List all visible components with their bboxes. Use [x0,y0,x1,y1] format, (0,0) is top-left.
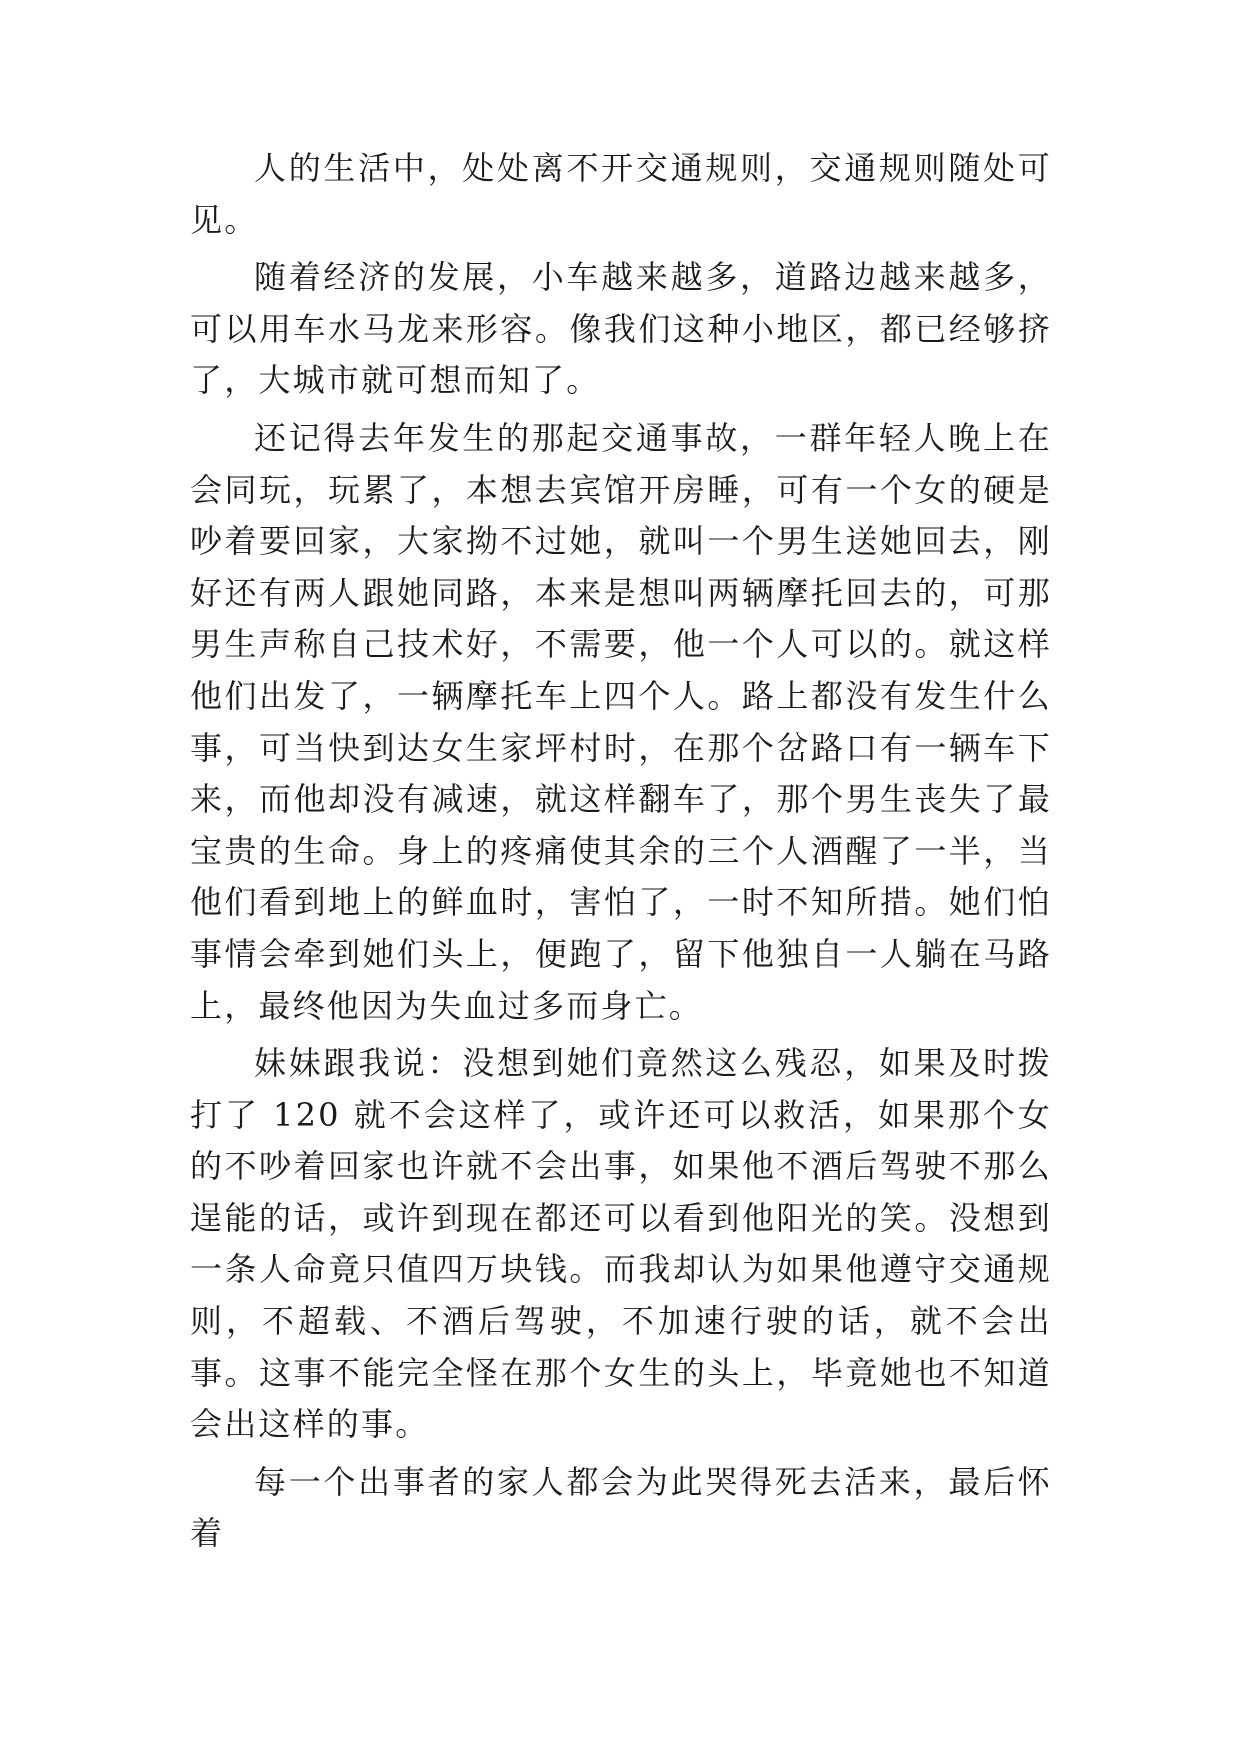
paragraph-1: 人的生活中，处处离不开交通规则，交通规则随处可见。 [190,149,1052,239]
paragraph-3: 还记得去年发生的那起交通事故，一群年轻人晚上在会同玩，玩累了，本想去宾馆开房睡，可有一个女的硬是吵着要回家，大家拗不过她，就叫一个男生送她回去，刚好还有两人跟她同路，本来是想叫两辆摩托回去的，可那男生声称自己技术好，不需要，他一个人可以的。就这样他们出发了，一辆摩托车上四个人。路上都没有发生什么事，可当快到达女生家坪村时，在那个岔路口有一辆车下来，而他却没有减速，就这样翻车了，那个男生丧失了最宝贵的生命。身上的疼痛使其余的三个人酒醒了一半，当他们看到地上的鲜血时，害怕了，一时不知所措。她们怕事情会牵到她们头上，便跑了，留下他独自一人躺在马路上，最终他因为失血过多而身亡。 [190,418,1052,1025]
paragraph-5: 每一个出事者的家人都会为此哭得死去活来，最后怀着 [190,1462,1052,1553]
paragraph-2: 随着经济的发展，小车越来越多，道路边越来越多，可以用车水马龙来形容。像我们这种小地区，都已经够挤了，大城市就可想而知了。 [190,258,1052,400]
paragraph-4: 妹妹跟我说：没想到她们竟然这么残忍，如果及时拨打了 120 就不会这样了，或许还可以救活，如果那个女的不吵着回家也许就不会出事，如果他不酒后驾驶不那么逞能的话，或许到现在都还可以看到他阳光的笑。没想到一条人命竟只值四万块钱。而我却认为如果他遵守交通规则，不超载、不酒后驾驶，不加速行驶的话，就不会出事。这事不能完全怪在那个女生的头上，毕竟她也不知道会出这样的事。 [190,1044,1052,1444]
document-body [190,143,1052,1560]
